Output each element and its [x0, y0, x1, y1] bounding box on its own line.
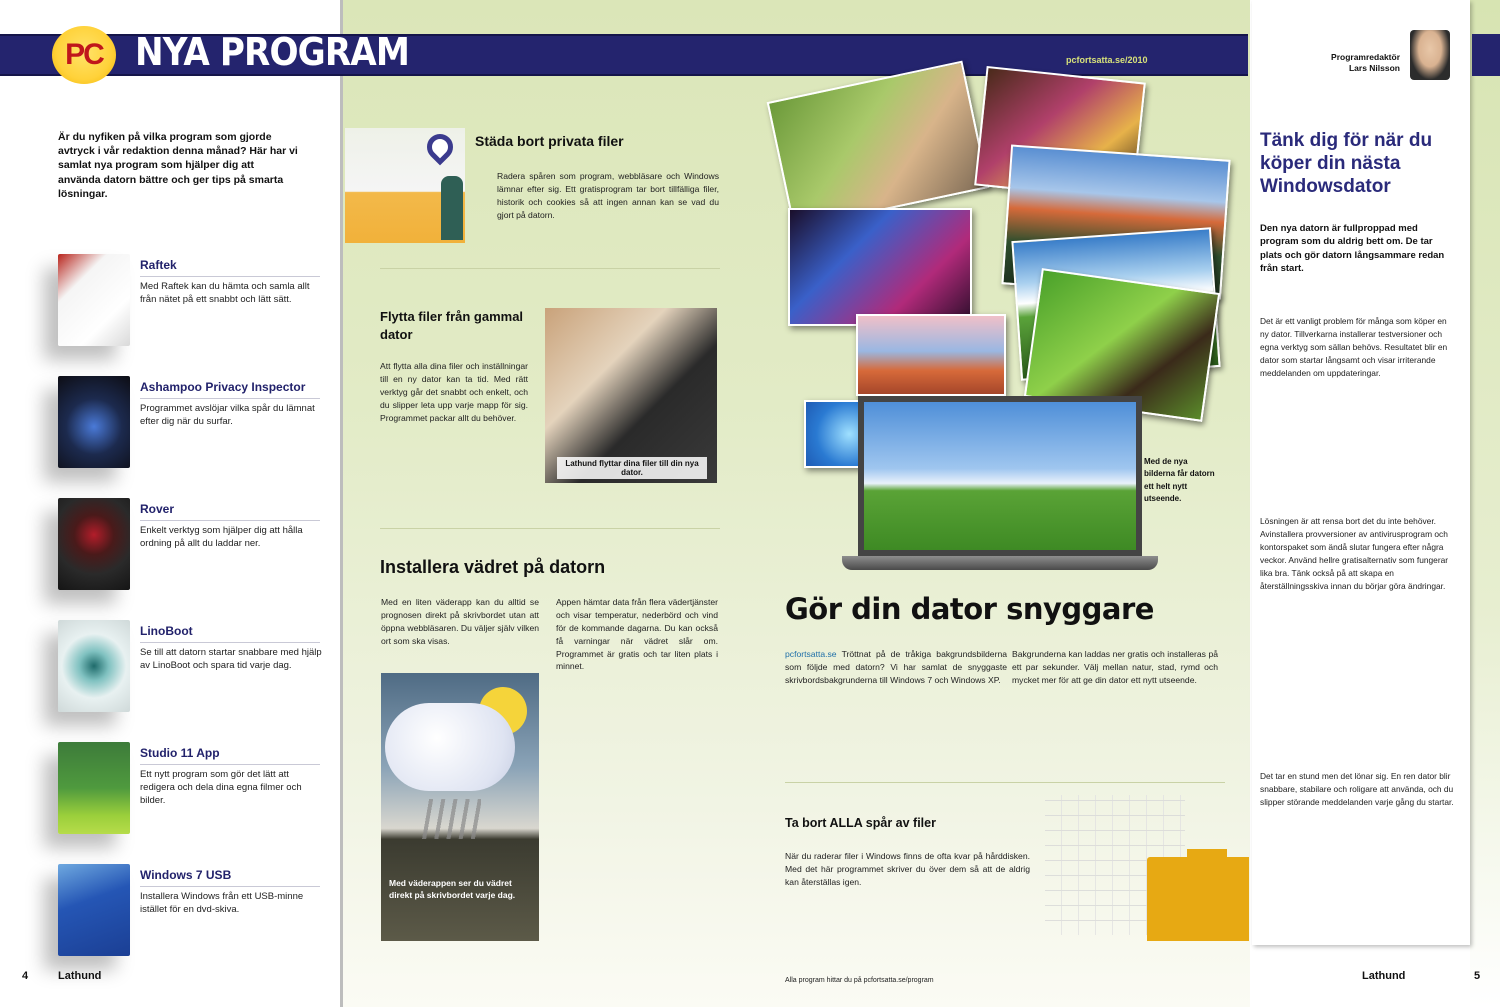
- product-item: [20, 860, 330, 978]
- footnote: Alla program hittar du på pcfortsatta.se/program: [785, 977, 934, 984]
- divider: [140, 276, 320, 277]
- product-name: Ashampoo Privacy Inspector: [140, 380, 306, 394]
- body-text: Tröttnat på de tråkiga bakgrundsbilderna som följde med datorn? Vi har samlat de snyggaste skrivbordsbakgrunderna till Windows 7 och Windows XP.: [785, 649, 1008, 685]
- divider: [140, 642, 320, 643]
- product-box-icon: [58, 254, 130, 346]
- privacy-illustration: [345, 128, 465, 243]
- product-desc: Ett nytt program som gör det lätt att redigera och dela dina egna filmer och bilder.: [140, 769, 302, 806]
- pc-logo-icon: [52, 26, 116, 84]
- rain-icon: [421, 799, 481, 839]
- location-pin-icon: [422, 129, 459, 166]
- wallpaper-thumbnail: [856, 314, 1006, 396]
- folder-icon: [1147, 857, 1249, 941]
- article-body-weather-col2: Appen hämtar data från flera vädertjänster och visar temperatur, nederbörd och vind för de kommande dagarna. Du kan också få varningar när vädret slår om. Programmet är gratis och tar liten plats i minnet.: [556, 597, 718, 672]
- product-desc: Se till att datorn startar snabbare med hjälp av LinoBoot och spara tid varje dag.: [140, 647, 322, 671]
- column-paragraph: Det är ett vanligt problem för många som köper en ny dator. Tillverkarna installerar testversioner och egna verktyg som sällan behövs. Resultatet blir en dator som startar långsamt och visar irriterande meddelanden om uppdateringar.: [1260, 316, 1448, 379]
- footer-brand: Lathund: [58, 970, 102, 982]
- author-avatar: [1410, 30, 1450, 80]
- laptop-base: [842, 556, 1158, 570]
- logo-text: PC: [65, 38, 103, 71]
- divider: [380, 268, 720, 269]
- article-headline-wallpaper: Gör din dator snyggare: [785, 592, 1154, 626]
- intro-text: Är du nyfiken på vilka program som gjorde avtryck i vår redaktion denna månad? Här har vi samlat nya program som hjälper dig att använda datorn bättre och ger tips på smarta lösningar.: [58, 131, 298, 200]
- page-number: 5: [1474, 970, 1481, 982]
- article-body-privacy: Radera spåren som program, webbläsare och Windows lämnar efter sig. Ett gratisprogram tar bort tillfälliga filer, historik och cookies så att ingen annan kan se vad du gjort på datorn.: [497, 171, 719, 220]
- product-name: Studio 11 App: [140, 746, 220, 760]
- right-page-edge: [1470, 0, 1500, 1007]
- product-name: LinoBoot: [140, 624, 193, 638]
- product-name: Windows 7 USB: [140, 868, 232, 882]
- column-headline: Tänk dig för när du köper din nästa Windowsdator: [1260, 130, 1433, 197]
- product-name: Rover: [140, 502, 175, 516]
- product-item: [20, 494, 330, 612]
- product-box-icon: [58, 376, 130, 468]
- footer-brand: Lathund: [1362, 970, 1406, 982]
- weather-illustration: [381, 673, 539, 941]
- image-caption: Med väderappen ser du vädret direkt på skrivbordet varje dag.: [389, 878, 516, 900]
- product-item: [20, 616, 330, 734]
- product-desc: Med Raftek kan du hämta och samla allt från nätet på ett snabbt och lätt sätt.: [140, 281, 310, 305]
- laptop-screen: [858, 396, 1142, 556]
- laptop-image: [850, 396, 1150, 576]
- person-figure: [441, 176, 463, 240]
- article-body-delete-files: När du raderar filer i Windows finns de ofta kvar på hårddisken. Med det här programmet skriver du över dem så att de aldrig kan återställas igen.: [785, 851, 1030, 887]
- image-caption: Med de nya bilderna får datorn ett helt nytt utseende.: [1144, 457, 1215, 504]
- article-body-transfer: Att flytta alla dina filer och inställningar till en ny dator kan ta tid. Med rätt verktyg går det snabbt och enkelt, och du slipper leta upp varje mapp för sig. Programmet packar allt du behöver.: [380, 361, 528, 423]
- article-body-wallpaper-col2: Bakgrunderna kan laddas ner gratis och installeras på ett par sekunder. Välj mellan natur, stad, rymd och mycket mer för att ge din dator ett nytt utseende.: [1012, 649, 1218, 685]
- article-title-privacy: Städa bort privata filer: [475, 133, 624, 149]
- page-gutter: [340, 0, 343, 1007]
- product-box-icon: [58, 864, 130, 956]
- article-body-wallpaper-col1: [785, 648, 1007, 687]
- cloud-icon: [385, 703, 515, 791]
- product-item: [20, 250, 330, 368]
- article-title-transfer: Flytta filer från gammal dator: [380, 309, 524, 342]
- product-box-icon: [58, 742, 130, 834]
- product-item: [20, 372, 330, 490]
- wallpaper-collage: [770, 66, 1240, 586]
- product-name: Raftek: [140, 258, 177, 272]
- divider: [140, 520, 320, 521]
- hand-on-keyboard-photo: [545, 308, 717, 483]
- column-lead: Den nya datorn är fullproppad med program som du aldrig bett om. De tar plats och gör datorn långsammare redan från start.: [1260, 223, 1445, 274]
- divider: [785, 782, 1225, 783]
- author-role: Programredaktör: [1331, 52, 1400, 62]
- image-caption: Lathund flyttar dina filer till din nya dator.: [557, 457, 707, 479]
- article-body-weather-col1: Med en liten väderapp kan du alltid se prognosen direkt på skrivbordet utan att öppna webbläsaren. Du väljer själv vilken ort som ska visas.: [381, 597, 539, 646]
- column-paragraph: Lösningen är att rensa bort det du inte behöver. Avinstallera provversioner av antivirusprogram och kontorspaket som ändå slutar fungera efter några veckor. Använd hellre gratisalternativ som fungerar lika bra. Tänk också på att skapa en återställningsskiva innan du börjar göra ändringar.: [1260, 516, 1449, 592]
- product-item: [20, 738, 330, 856]
- website-link[interactable]: pcfortsatta.se: [785, 649, 837, 659]
- section-header-band-right: [1472, 34, 1500, 76]
- product-desc: Enkelt verktyg som hjälper dig att hålla ordning på allt du laddar ner.: [140, 525, 303, 549]
- page-number: 4: [22, 970, 29, 982]
- section-title: NYA PROGRAM: [135, 30, 409, 74]
- section-tag: pcfortsatta.se/2010: [1066, 55, 1148, 65]
- author-name: Lars Nilsson: [1348, 63, 1400, 74]
- article-title-delete-files: Ta bort ALLA spår av filer: [785, 816, 936, 830]
- product-desc: Installera Windows från ett USB-minne istället för en dvd-skiva.: [140, 891, 304, 915]
- product-desc: Programmet avslöjar vilka spår du lämnat efter dig när du surfar.: [140, 403, 315, 427]
- product-box-icon: [58, 498, 130, 590]
- wallpaper-thumbnail: [788, 208, 972, 326]
- wallpaper-thumbnail: [767, 61, 990, 230]
- folder-illustration: [1045, 795, 1250, 945]
- divider: [140, 886, 320, 887]
- product-box-icon: [58, 620, 130, 712]
- divider: [140, 764, 320, 765]
- article-title-weather: Installera vädret på datorn: [380, 557, 606, 577]
- author-byline: [1280, 52, 1400, 75]
- column-paragraph: Det tar en stund men det lönar sig. En ren dator blir snabbare, stabilare och roligare att använda, och du slipper störande meddelanden varje gång du startar.: [1260, 771, 1454, 808]
- divider: [380, 528, 720, 529]
- divider: [140, 398, 320, 399]
